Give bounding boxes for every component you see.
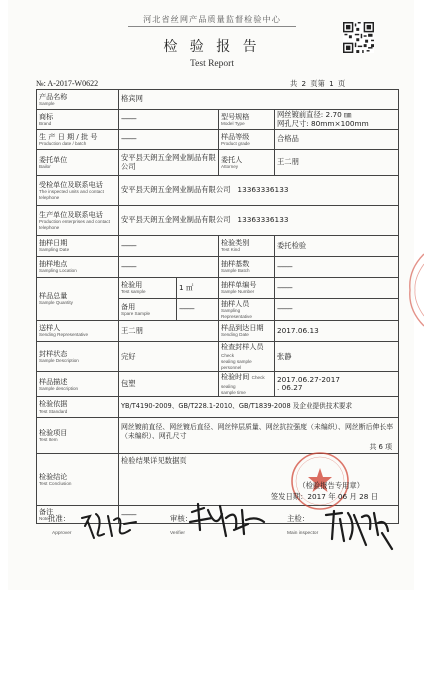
label-sampling-location: 抽样地点 Sampling Location [37,257,119,278]
label-test-date: 检验时间 Check sealing sample time [219,372,275,397]
table-row [37,236,399,257]
value-product-grade: 合格品 [275,130,399,150]
value-inspected-unit: 安平县天朗五金网业制品有限公司 13363336133 [119,176,399,206]
label-standard: 检验依据 Test Standard [37,397,119,418]
edge-stamp-icon [406,250,424,330]
label-sampling-date: 抽样日期 Sampling Date [37,236,119,257]
label-test-kind: 检验类别 Test Kind [219,236,275,257]
label-sample-batch: 抽样基数 Sample Batch [219,257,275,278]
approver-label-en: Approver [52,531,72,536]
value-bailor: 安平县天朗五金网业制品有限公司 [119,150,219,176]
value-test-item: 网丝镀前直径、网丝镀后直径、网丝锌层质量、网丝抗拉强度（未编织）、网丝断后伸长率（未编织）、网孔尺寸 共 6 项 [119,418,399,454]
report-number: №: A-2017-W0622 [36,79,99,88]
inspector-label: 主检： [287,514,310,523]
verifier-signature-icon [186,500,268,544]
value-test-kind: 委托检验 [275,236,399,257]
label-production-unit: 生产单位及联系电话 Production enterprises and contact telephone [37,206,119,236]
label-sampling-rep: 抽样人员 Sampling Representative [219,299,275,321]
label-sending-date: 样品到达日期 Sending Date [219,321,275,342]
report-title-zh: 检 验 报 告 [163,39,261,55]
label-sample-quantity: 样品总量 Sample Quantity [37,278,119,321]
table-row [37,418,399,454]
value-sending-date: 2017.06.13 [275,321,399,342]
label-sample-desc2: 样品描述 Sample description [37,372,119,397]
label-bailor: 委托单位 Bailor [37,150,119,176]
value-brand: --------- [119,110,219,130]
label-note: 备注 Note [37,506,119,524]
value-test-date: 2017.06.27-2017 . 06.27 [275,372,399,397]
label-conclusion: 检验结论 Test Conclusion [37,454,119,506]
label-product-name: 产品名称 Sample [37,90,119,110]
table-row [37,397,399,418]
value-test-sample: 1 ㎡ [177,278,219,299]
table-row [37,110,399,130]
table-row [37,206,399,236]
value-sample-desc2: 包塑 [119,372,219,397]
value-model: 网丝镀前直径: 2.70 ㎜ 网孔尺寸: 80mm×100mm [275,110,399,130]
inspector-signature-icon [322,505,394,551]
report-title-en: Test Report [190,59,234,69]
value-sample-number: --------- [275,278,399,299]
value-sampling-rep: --------- [275,299,399,321]
org-header: 河北省丝网产品质量监督检验中心 [0,14,424,25]
value-conclusion: 检验结果详见数据页 （检验报告专用章） 签发日期：2017 年 06 月 28 日 [119,454,399,506]
value-product-name: 格宾网 [119,90,399,110]
value-sampling-location: --------- [119,257,219,278]
table-row [37,342,399,372]
table-row [37,90,399,110]
value-attorney: 王二朋 [275,150,399,176]
label-production-date: 生 产 日 期 / 批 号 Production date / batch [37,130,119,150]
value-sending-rep: 王二朋 [119,321,219,342]
label-test-sample: 检验用 Test sample [119,278,177,299]
value-sampling-date: --------- [119,236,219,257]
value-standard: YB/T4190-2009、GB/T228.1-2010、GB/T1839-2008 及企业提供技术要求 [119,397,399,418]
label-attorney: 委托人 Attorney [219,150,275,176]
verifier-label: 审核： [170,514,193,523]
approver-label: 批准： [48,514,71,523]
seal-note: （检验报告专用章） [298,481,365,491]
label-sending-rep: 送样人 Sending Representative [37,321,119,342]
table-row [37,130,399,150]
value-production-unit: 安平县天朗五金网业制品有限公司 13363336133 [119,206,399,236]
label-spare-sample: 备用 Spare Sample [119,299,177,321]
approver-signature-icon [78,508,140,544]
value-sample-description: 完好 [119,342,219,372]
table-row [37,454,399,506]
table-row [37,321,399,342]
label-sample-description: 封样状态 Sample Description [37,342,119,372]
table-row [37,176,399,206]
value-spare-sample: --------- [177,299,219,321]
label-product-grade: 样品等级 Product grade [219,130,275,150]
label-inspected-unit: 受检单位及联系电话 The inspected units and contact telephone [37,176,119,206]
report-table [36,89,399,524]
label-seal-checker: 检查封样人员 Check sealing sample personnel [219,342,275,372]
issue-date: 签发日期：2017 年 06 月 28 日 [270,492,379,502]
label-model: 型号规格 Model Type [219,110,275,130]
table-row [37,257,399,278]
verifier-label-en: Verifier [170,531,185,536]
value-sample-batch: --------- [275,257,399,278]
qr-code-icon [343,22,374,53]
label-test-item: 检验项目 Test Item [37,418,119,454]
table-row [37,278,399,299]
value-note: --------- [119,506,399,524]
table-row [37,372,399,397]
page-indicator: 共 2 页第 1 页 [290,79,346,88]
value-production-date: --------- [119,130,219,150]
table-row [37,150,399,176]
label-sample-number: 抽样单编号 Sample Number [219,278,275,299]
inspector-label-en: Main inspector [287,531,319,536]
label-brand: 商标 Brand [37,110,119,130]
value-seal-checker: 张静 [275,342,399,372]
test-item-count: 共 6 项 [369,442,393,451]
